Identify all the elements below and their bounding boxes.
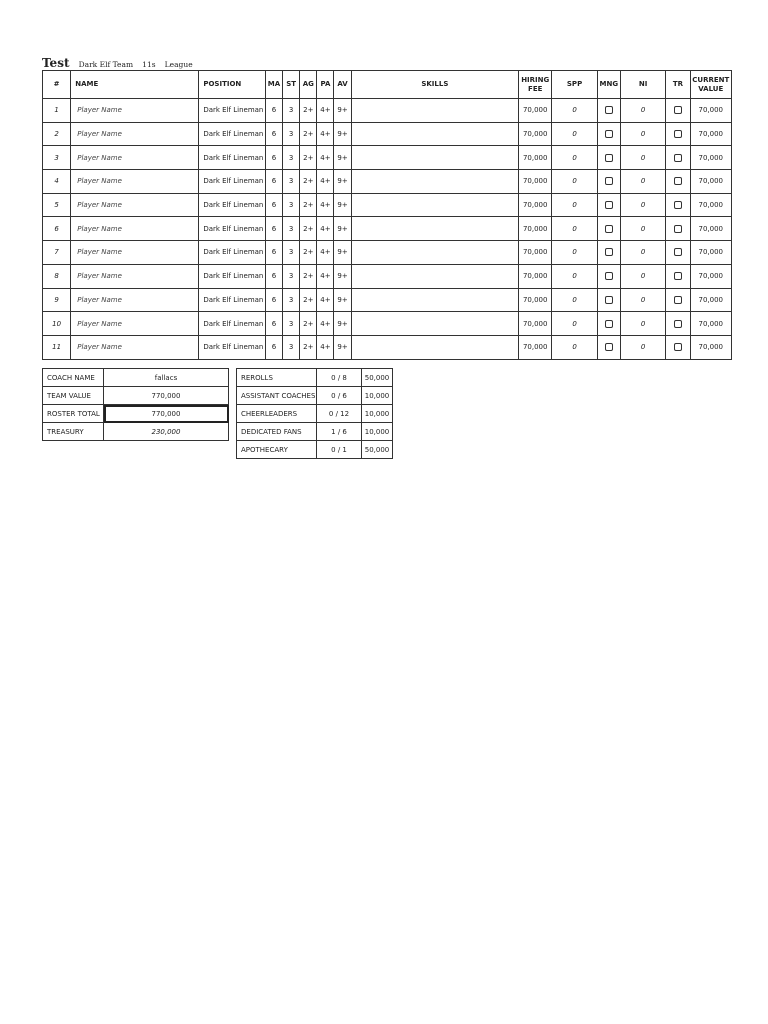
tr-checkbox[interactable] — [674, 343, 682, 351]
col-av: AV — [334, 71, 351, 99]
stat-ma: 6 — [265, 288, 282, 312]
col-mng: MNG — [597, 71, 620, 99]
staff-label: CHEERLEADERS — [237, 405, 317, 423]
tr-checkbox-cell — [666, 312, 690, 336]
stat-ag: 2+ — [300, 146, 317, 170]
player-name-cell[interactable]: Player Name — [71, 193, 199, 217]
stat-ma: 6 — [265, 217, 282, 241]
player-position: Dark Elf Lineman — [199, 264, 266, 288]
player-spp: 0 — [552, 312, 597, 336]
player-ni: 0 — [620, 170, 665, 194]
stat-ma: 6 — [265, 193, 282, 217]
player-ni: 0 — [620, 264, 665, 288]
staff-cost: 50,000 — [362, 441, 393, 459]
player-name-cell[interactable]: Player Name — [71, 312, 199, 336]
tr-checkbox-cell — [666, 146, 690, 170]
col-hiring-fee-line1: HIRING — [521, 75, 550, 84]
hiring-fee: 70,000 — [519, 146, 552, 170]
staff-quantity[interactable]: 0 / 8 — [317, 369, 362, 387]
col-current-value-line2: VALUE — [698, 84, 724, 93]
tr-checkbox-cell — [666, 193, 690, 217]
stat-pa: 4+ — [317, 288, 334, 312]
mng-checkbox[interactable] — [605, 296, 613, 304]
stat-st: 3 — [283, 288, 300, 312]
hiring-fee: 70,000 — [519, 122, 552, 146]
stat-pa: 4+ — [317, 241, 334, 265]
stat-ma: 6 — [265, 170, 282, 194]
stat-ag: 2+ — [300, 312, 317, 336]
col-name: NAME — [71, 71, 199, 99]
player-number: 7 — [43, 241, 71, 265]
treasury-label: TREASURY — [43, 423, 104, 441]
player-skills[interactable] — [351, 217, 518, 241]
team-name[interactable]: Test — [42, 56, 70, 70]
player-spp: 0 — [552, 335, 597, 359]
player-skills[interactable] — [351, 193, 518, 217]
current-value: 70,000 — [690, 99, 731, 123]
mng-checkbox[interactable] — [605, 201, 613, 209]
hiring-fee: 70,000 — [519, 170, 552, 194]
mng-checkbox-cell — [597, 122, 620, 146]
col-ma: MA — [265, 71, 282, 99]
staff-row — [237, 441, 393, 459]
treasury-value[interactable]: 230,000 — [104, 423, 229, 441]
tr-checkbox-cell — [666, 241, 690, 265]
col-tr: TR — [666, 71, 690, 99]
mng-checkbox[interactable] — [605, 225, 613, 233]
player-position: Dark Elf Lineman — [199, 241, 266, 265]
staff-label: ASSISTANT COACHES — [237, 387, 317, 405]
league-label: League — [164, 60, 193, 69]
staff-quantity[interactable]: 1 / 6 — [317, 423, 362, 441]
stat-st: 3 — [283, 99, 300, 123]
current-value: 70,000 — [690, 170, 731, 194]
stat-pa: 4+ — [317, 122, 334, 146]
player-ni: 0 — [620, 312, 665, 336]
tr-checkbox-cell — [666, 264, 690, 288]
stat-ag: 2+ — [300, 170, 317, 194]
staff-row — [237, 387, 393, 405]
player-number: 3 — [43, 146, 71, 170]
coach-row — [43, 423, 229, 441]
player-ni: 0 — [620, 288, 665, 312]
player-position: Dark Elf Lineman — [199, 193, 266, 217]
stat-pa: 4+ — [317, 146, 334, 170]
hiring-fee: 70,000 — [519, 193, 552, 217]
player-ni: 0 — [620, 122, 665, 146]
coach-name-label: COACH NAME — [43, 369, 104, 387]
col-current-value — [690, 71, 731, 99]
stat-pa: 4+ — [317, 312, 334, 336]
coach-row — [43, 405, 229, 423]
staff-label: APOTHECARY — [237, 441, 317, 459]
tr-checkbox[interactable] — [674, 130, 682, 138]
current-value: 70,000 — [690, 217, 731, 241]
hiring-fee: 70,000 — [519, 241, 552, 265]
table-row — [43, 312, 732, 336]
mng-checkbox-cell — [597, 312, 620, 336]
stat-pa: 4+ — [317, 217, 334, 241]
coach-name-value[interactable]: fallacs — [104, 369, 229, 387]
player-name-cell[interactable]: Player Name — [71, 146, 199, 170]
player-position: Dark Elf Lineman — [199, 335, 266, 359]
staff-table — [236, 368, 393, 459]
current-value: 70,000 — [690, 146, 731, 170]
stat-ag: 2+ — [300, 217, 317, 241]
player-skills[interactable] — [351, 312, 518, 336]
player-ni: 0 — [620, 193, 665, 217]
player-number: 11 — [43, 335, 71, 359]
player-spp: 0 — [552, 217, 597, 241]
table-row — [43, 264, 732, 288]
stat-ma: 6 — [265, 146, 282, 170]
stat-st: 3 — [283, 241, 300, 265]
player-ni: 0 — [620, 217, 665, 241]
staff-row — [237, 369, 393, 387]
stat-ag: 2+ — [300, 264, 317, 288]
table-row — [43, 241, 732, 265]
mng-checkbox-cell — [597, 217, 620, 241]
table-row — [43, 170, 732, 194]
roster-header-row — [43, 71, 732, 99]
stat-av: 9+ — [334, 264, 351, 288]
tr-checkbox[interactable] — [674, 272, 682, 280]
player-spp: 0 — [552, 122, 597, 146]
tr-checkbox-cell — [666, 170, 690, 194]
player-number: 1 — [43, 99, 71, 123]
player-position: Dark Elf Lineman — [199, 99, 266, 123]
player-skills[interactable] — [351, 99, 518, 123]
roster-total-value: 770,000 — [104, 405, 229, 423]
tr-checkbox[interactable] — [674, 154, 682, 162]
player-spp: 0 — [552, 99, 597, 123]
stat-ag: 2+ — [300, 122, 317, 146]
current-value: 70,000 — [690, 122, 731, 146]
player-spp: 0 — [552, 288, 597, 312]
col-hiring-fee — [519, 71, 552, 99]
player-name-cell[interactable]: Player Name — [71, 170, 199, 194]
hiring-fee: 70,000 — [519, 264, 552, 288]
col-ag: AG — [300, 71, 317, 99]
stat-pa: 4+ — [317, 335, 334, 359]
mng-checkbox[interactable] — [605, 154, 613, 162]
mng-checkbox-cell — [597, 146, 620, 170]
current-value: 70,000 — [690, 241, 731, 265]
table-row — [43, 288, 732, 312]
player-skills[interactable] — [351, 122, 518, 146]
stat-av: 9+ — [334, 312, 351, 336]
player-name-cell[interactable]: Player Name — [71, 99, 199, 123]
stat-st: 3 — [283, 217, 300, 241]
stat-ma: 6 — [265, 99, 282, 123]
stat-av: 9+ — [334, 146, 351, 170]
coach-table — [42, 368, 229, 441]
stat-pa: 4+ — [317, 99, 334, 123]
mng-checkbox-cell — [597, 335, 620, 359]
staff-row — [237, 405, 393, 423]
current-value: 70,000 — [690, 193, 731, 217]
hiring-fee: 70,000 — [519, 335, 552, 359]
hiring-fee: 70,000 — [519, 288, 552, 312]
col-position: POSITION — [199, 71, 266, 99]
stat-ma: 6 — [265, 312, 282, 336]
current-value: 70,000 — [690, 312, 731, 336]
roster-body — [43, 99, 732, 360]
player-name-cell[interactable]: Player Name — [71, 217, 199, 241]
stat-pa: 4+ — [317, 170, 334, 194]
staff-cost: 10,000 — [362, 423, 393, 441]
stat-av: 9+ — [334, 288, 351, 312]
stat-av: 9+ — [334, 335, 351, 359]
player-number: 5 — [43, 193, 71, 217]
current-value: 70,000 — [690, 335, 731, 359]
staff-body — [237, 369, 393, 459]
staff-cost: 50,000 — [362, 369, 393, 387]
player-name-cell[interactable]: Player Name — [71, 264, 199, 288]
stat-av: 9+ — [334, 217, 351, 241]
tr-checkbox-cell — [666, 217, 690, 241]
tr-checkbox-cell — [666, 288, 690, 312]
player-spp: 0 — [552, 241, 597, 265]
tr-checkbox[interactable] — [674, 177, 682, 185]
mng-checkbox[interactable] — [605, 320, 613, 328]
player-position: Dark Elf Lineman — [199, 217, 266, 241]
stat-ma: 6 — [265, 335, 282, 359]
table-row — [43, 99, 732, 123]
col-hiring-fee-line2: FEE — [528, 84, 543, 93]
stat-av: 9+ — [334, 193, 351, 217]
stat-ag: 2+ — [300, 193, 317, 217]
stat-av: 9+ — [334, 170, 351, 194]
col-spp: SPP — [552, 71, 597, 99]
stat-ma: 6 — [265, 264, 282, 288]
stat-av: 9+ — [334, 99, 351, 123]
staff-quantity[interactable]: 0 / 12 — [317, 405, 362, 423]
staff-label: REROLLS — [237, 369, 317, 387]
player-position: Dark Elf Lineman — [199, 122, 266, 146]
staff-cost: 10,000 — [362, 387, 393, 405]
hiring-fee: 70,000 — [519, 99, 552, 123]
tr-checkbox[interactable] — [674, 296, 682, 304]
mng-checkbox[interactable] — [605, 106, 613, 114]
player-spp: 0 — [552, 146, 597, 170]
team-value-label: TEAM VALUE — [43, 387, 104, 405]
col-current-value-line1: CURRENT — [692, 75, 730, 84]
stat-st: 3 — [283, 146, 300, 170]
player-number: 6 — [43, 217, 71, 241]
player-skills[interactable] — [351, 288, 518, 312]
table-row — [43, 122, 732, 146]
coach-row — [43, 369, 229, 387]
stat-ag: 2+ — [300, 99, 317, 123]
player-ni: 0 — [620, 335, 665, 359]
tr-checkbox[interactable] — [674, 106, 682, 114]
col-skills: SKILLS — [351, 71, 518, 99]
stat-ma: 6 — [265, 241, 282, 265]
mng-checkbox-cell — [597, 193, 620, 217]
tr-checkbox-cell — [666, 335, 690, 359]
stat-st: 3 — [283, 335, 300, 359]
player-position: Dark Elf Lineman — [199, 312, 266, 336]
player-number: 10 — [43, 312, 71, 336]
player-number: 4 — [43, 170, 71, 194]
mng-checkbox[interactable] — [605, 130, 613, 138]
hiring-fee: 70,000 — [519, 312, 552, 336]
player-number: 8 — [43, 264, 71, 288]
table-row — [43, 335, 732, 359]
mng-checkbox[interactable] — [605, 343, 613, 351]
tr-checkbox[interactable] — [674, 248, 682, 256]
player-ni: 0 — [620, 99, 665, 123]
col-ni: NI — [620, 71, 665, 99]
mng-checkbox-cell — [597, 264, 620, 288]
roster-table — [42, 70, 732, 360]
staff-row — [237, 423, 393, 441]
player-name-cell[interactable]: Player Name — [71, 288, 199, 312]
player-skills[interactable] — [351, 335, 518, 359]
player-ni: 0 — [620, 146, 665, 170]
tr-checkbox-cell — [666, 99, 690, 123]
stat-pa: 4+ — [317, 264, 334, 288]
tr-checkbox-cell — [666, 122, 690, 146]
team-type: Dark Elf Team — [78, 60, 134, 69]
mng-checkbox[interactable] — [605, 248, 613, 256]
player-spp: 0 — [552, 193, 597, 217]
stat-st: 3 — [283, 193, 300, 217]
player-skills[interactable] — [351, 146, 518, 170]
player-skills[interactable] — [351, 170, 518, 194]
mng-checkbox-cell — [597, 170, 620, 194]
staff-cost: 10,000 — [362, 405, 393, 423]
stat-av: 9+ — [334, 122, 351, 146]
player-number: 2 — [43, 122, 71, 146]
stat-ag: 2+ — [300, 335, 317, 359]
stat-pa: 4+ — [317, 193, 334, 217]
stat-st: 3 — [283, 122, 300, 146]
player-skills[interactable] — [351, 264, 518, 288]
roster-total-label: ROSTER TOTAL — [43, 405, 104, 423]
player-position: Dark Elf Lineman — [199, 288, 266, 312]
player-name-cell[interactable]: Player Name — [71, 241, 199, 265]
player-skills[interactable] — [351, 241, 518, 265]
mng-checkbox-cell — [597, 99, 620, 123]
mng-checkbox[interactable] — [605, 272, 613, 280]
col-pa: PA — [317, 71, 334, 99]
stat-ag: 2+ — [300, 288, 317, 312]
player-position: Dark Elf Lineman — [199, 146, 266, 170]
player-position: Dark Elf Lineman — [199, 170, 266, 194]
player-spp: 0 — [552, 264, 597, 288]
table-row — [43, 146, 732, 170]
player-ni: 0 — [620, 241, 665, 265]
player-count: 11s — [142, 60, 156, 69]
coach-row — [43, 387, 229, 405]
staff-quantity[interactable]: 0 / 6 — [317, 387, 362, 405]
hiring-fee: 70,000 — [519, 217, 552, 241]
stat-st: 3 — [283, 312, 300, 336]
player-number: 9 — [43, 288, 71, 312]
current-value: 70,000 — [690, 288, 731, 312]
roster-header — [42, 52, 193, 68]
staff-label: DEDICATED FANS — [237, 423, 317, 441]
player-spp: 0 — [552, 170, 597, 194]
tr-checkbox[interactable] — [674, 320, 682, 328]
col-st: ST — [283, 71, 300, 99]
tr-checkbox[interactable] — [674, 201, 682, 209]
table-row — [43, 217, 732, 241]
stat-ag: 2+ — [300, 241, 317, 265]
tr-checkbox[interactable] — [674, 225, 682, 233]
player-name-cell[interactable]: Player Name — [71, 122, 199, 146]
stat-av: 9+ — [334, 241, 351, 265]
mng-checkbox-cell — [597, 241, 620, 265]
mng-checkbox-cell — [597, 288, 620, 312]
mng-checkbox[interactable] — [605, 177, 613, 185]
stat-st: 3 — [283, 170, 300, 194]
stat-st: 3 — [283, 264, 300, 288]
table-row — [43, 193, 732, 217]
current-value: 70,000 — [690, 264, 731, 288]
staff-quantity[interactable]: 0 / 1 — [317, 441, 362, 459]
team-value-value: 770,000 — [104, 387, 229, 405]
stat-ma: 6 — [265, 122, 282, 146]
player-name-cell[interactable]: Player Name — [71, 335, 199, 359]
col-num: # — [43, 71, 71, 99]
